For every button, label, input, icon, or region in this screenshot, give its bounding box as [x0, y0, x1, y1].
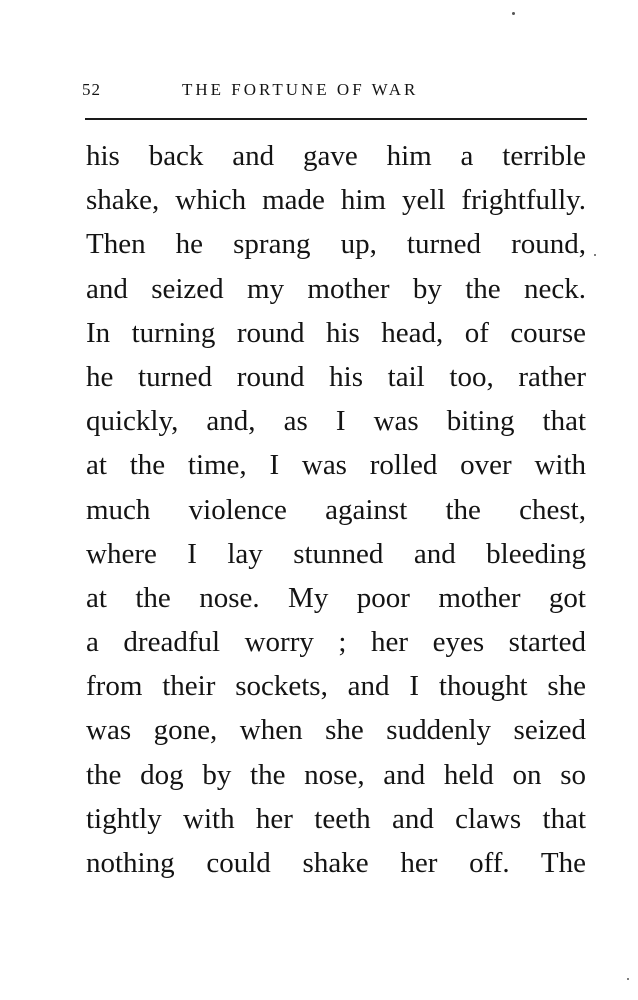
- text-line: much violence against the chest,: [86, 493, 586, 526]
- scan-speck: [512, 12, 515, 15]
- text-line: shake, which made him yell frightfully.: [86, 184, 586, 217]
- body-text: [86, 134, 586, 885]
- text-line: tightly with her teeth and claws that: [86, 802, 586, 835]
- text-line: Then he sprang up, turned round,: [86, 228, 586, 261]
- text-line: where I lay stunned and bleeding: [86, 537, 586, 570]
- text-line: at the nose. My poor mother got: [86, 581, 586, 614]
- text-line: his back and gave him a terrible: [86, 140, 586, 172]
- running-title: THE FORTUNE OF WAR: [182, 80, 419, 99]
- text-line: quickly, and, as I was biting that: [86, 405, 586, 438]
- text-line: In turning round his head, of course: [86, 316, 586, 349]
- running-head: [82, 80, 584, 104]
- text-line: at the time, I was rolled over with: [86, 449, 586, 482]
- text-line: the dog by the nose, and held on so: [86, 758, 586, 791]
- text-line: and seized my mother by the neck.: [86, 272, 586, 305]
- scan-speck: [627, 978, 629, 980]
- header-rule: [85, 118, 587, 120]
- text-line: he turned round his tail too, rather: [86, 360, 586, 393]
- text-line: nothing could shake her off. The: [86, 847, 586, 879]
- page-number: 52: [82, 80, 101, 99]
- text-line: a dreadful worry ; her eyes started: [86, 626, 586, 659]
- scan-speck: [594, 254, 596, 256]
- text-line: was gone, when she suddenly seized: [86, 714, 586, 747]
- text-line: from their sockets, and I thought she: [86, 670, 586, 703]
